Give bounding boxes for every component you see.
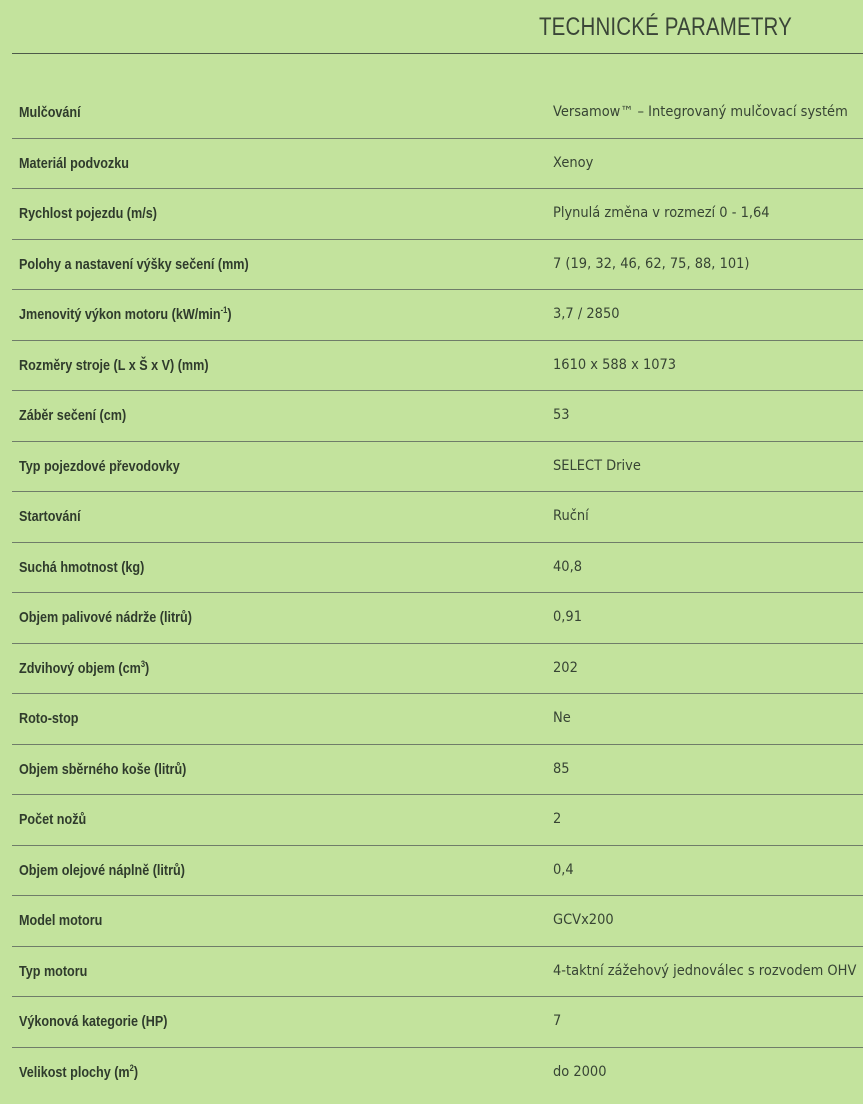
spec-label: Objem sběrného koše (litrů) <box>19 760 187 778</box>
spec-label <box>19 660 149 677</box>
page-header <box>0 0 863 54</box>
spec-row-mulching <box>12 88 863 139</box>
spec-label: Typ motoru <box>19 962 88 980</box>
spec-value: 85 <box>553 760 570 777</box>
spec-row-dry-weight <box>12 543 863 594</box>
spec-value: 202 <box>553 659 578 676</box>
spec-value: 7 (19, 32, 46, 62, 75, 88, 101) <box>553 255 750 272</box>
spec-label <box>19 306 232 323</box>
spec-value: 0,4 <box>553 861 574 878</box>
spec-row-dimensions <box>12 341 863 392</box>
spec-label: Rychlost pojezdu (m/s) <box>19 205 157 222</box>
spec-value: do 2000 <box>553 1063 607 1080</box>
spec-value: 0,91 <box>553 609 582 625</box>
spec-value: 4-taktní zážehový jednoválec s rozvodem OHV <box>553 962 857 979</box>
spec-row-fuel-tank <box>12 593 863 644</box>
spec-label: Polohy a nastavení výšky sečení (mm) <box>19 255 249 273</box>
spec-label: Model motoru <box>19 912 103 929</box>
spec-label: Roto-stop <box>19 710 79 727</box>
spec-row-engine-model <box>12 896 863 947</box>
spec-row-oil-capacity <box>12 846 863 897</box>
spec-row-chassis-material <box>12 139 863 190</box>
spec-value: 1610 x 588 x 1073 <box>553 356 677 373</box>
spec-label-text: Velikost plochy (m <box>19 1063 130 1081</box>
spec-row-rated-power <box>12 290 863 341</box>
spec-row-roto-stop <box>12 694 863 745</box>
spec-label: Startování <box>19 508 81 525</box>
spec-label-suffix: ) <box>227 306 232 323</box>
spec-label: Materiál podvozku <box>19 154 129 172</box>
spec-value: Versamow™ – Integrovaný mulčovací systém <box>553 104 848 120</box>
spec-row-blade-count <box>12 795 863 846</box>
spec-row-travel-speed <box>12 189 863 240</box>
spec-row-grass-bag <box>12 745 863 796</box>
spec-row-cutting-height <box>12 240 863 291</box>
spec-row-area-size <box>12 1048 863 1099</box>
spec-table <box>12 88 863 1098</box>
spec-label-suffix: ) <box>133 1063 139 1081</box>
spec-label: Záběr sečení (cm) <box>19 407 127 424</box>
spec-label: Výkonová kategorie (HP) <box>19 1013 168 1030</box>
spec-label-superscript: 3 <box>140 658 146 669</box>
spec-label: Počet nožů <box>19 811 87 828</box>
spec-value: Plynulá změna v rozmezí 0 - 1,64 <box>553 205 770 221</box>
spec-label <box>19 1064 138 1081</box>
spec-label-text: Zdvihový objem (cm <box>19 659 141 677</box>
spec-value: 53 <box>553 407 570 423</box>
spec-value: Ne <box>553 710 571 726</box>
spec-label: Suchá hmotnost (kg) <box>19 558 145 576</box>
page-title: TECHNICKÉ PARAMETRY <box>539 13 792 41</box>
spec-row-displacement <box>12 644 863 695</box>
spec-value: Ruční <box>553 508 589 524</box>
spec-value: 40,8 <box>553 558 582 575</box>
title-divider <box>12 53 863 54</box>
spec-row-cutting-width <box>12 391 863 442</box>
spec-value: GCVx200 <box>553 912 614 928</box>
spec-label-text: Jmenovitý výkon motoru (kW/min <box>19 306 221 323</box>
spec-label: Typ pojezdové převodovky <box>19 457 180 475</box>
spec-label: Rozměry stroje (L x Š x V) (mm) <box>19 356 209 374</box>
spec-value: Xenoy <box>553 154 594 171</box>
spec-label-superscript: 2 <box>129 1062 134 1073</box>
spec-row-power-class <box>12 997 863 1048</box>
spec-row-transmission <box>12 442 863 493</box>
spec-label: Objem palivové nádrže (litrů) <box>19 609 192 626</box>
spec-label-superscript: -1 <box>220 305 228 315</box>
spec-row-engine-type <box>12 947 863 998</box>
spec-value: 7 <box>553 1013 562 1029</box>
spec-row-starting <box>12 492 863 543</box>
spec-label: Mulčování <box>19 104 81 121</box>
spec-value: 2 <box>553 811 562 827</box>
spec-value: 3,7 / 2850 <box>553 306 620 322</box>
spec-label-suffix: ) <box>145 659 150 677</box>
spec-label: Objem olejové náplně (litrů) <box>19 861 185 879</box>
spec-value: SELECT Drive <box>553 457 641 474</box>
